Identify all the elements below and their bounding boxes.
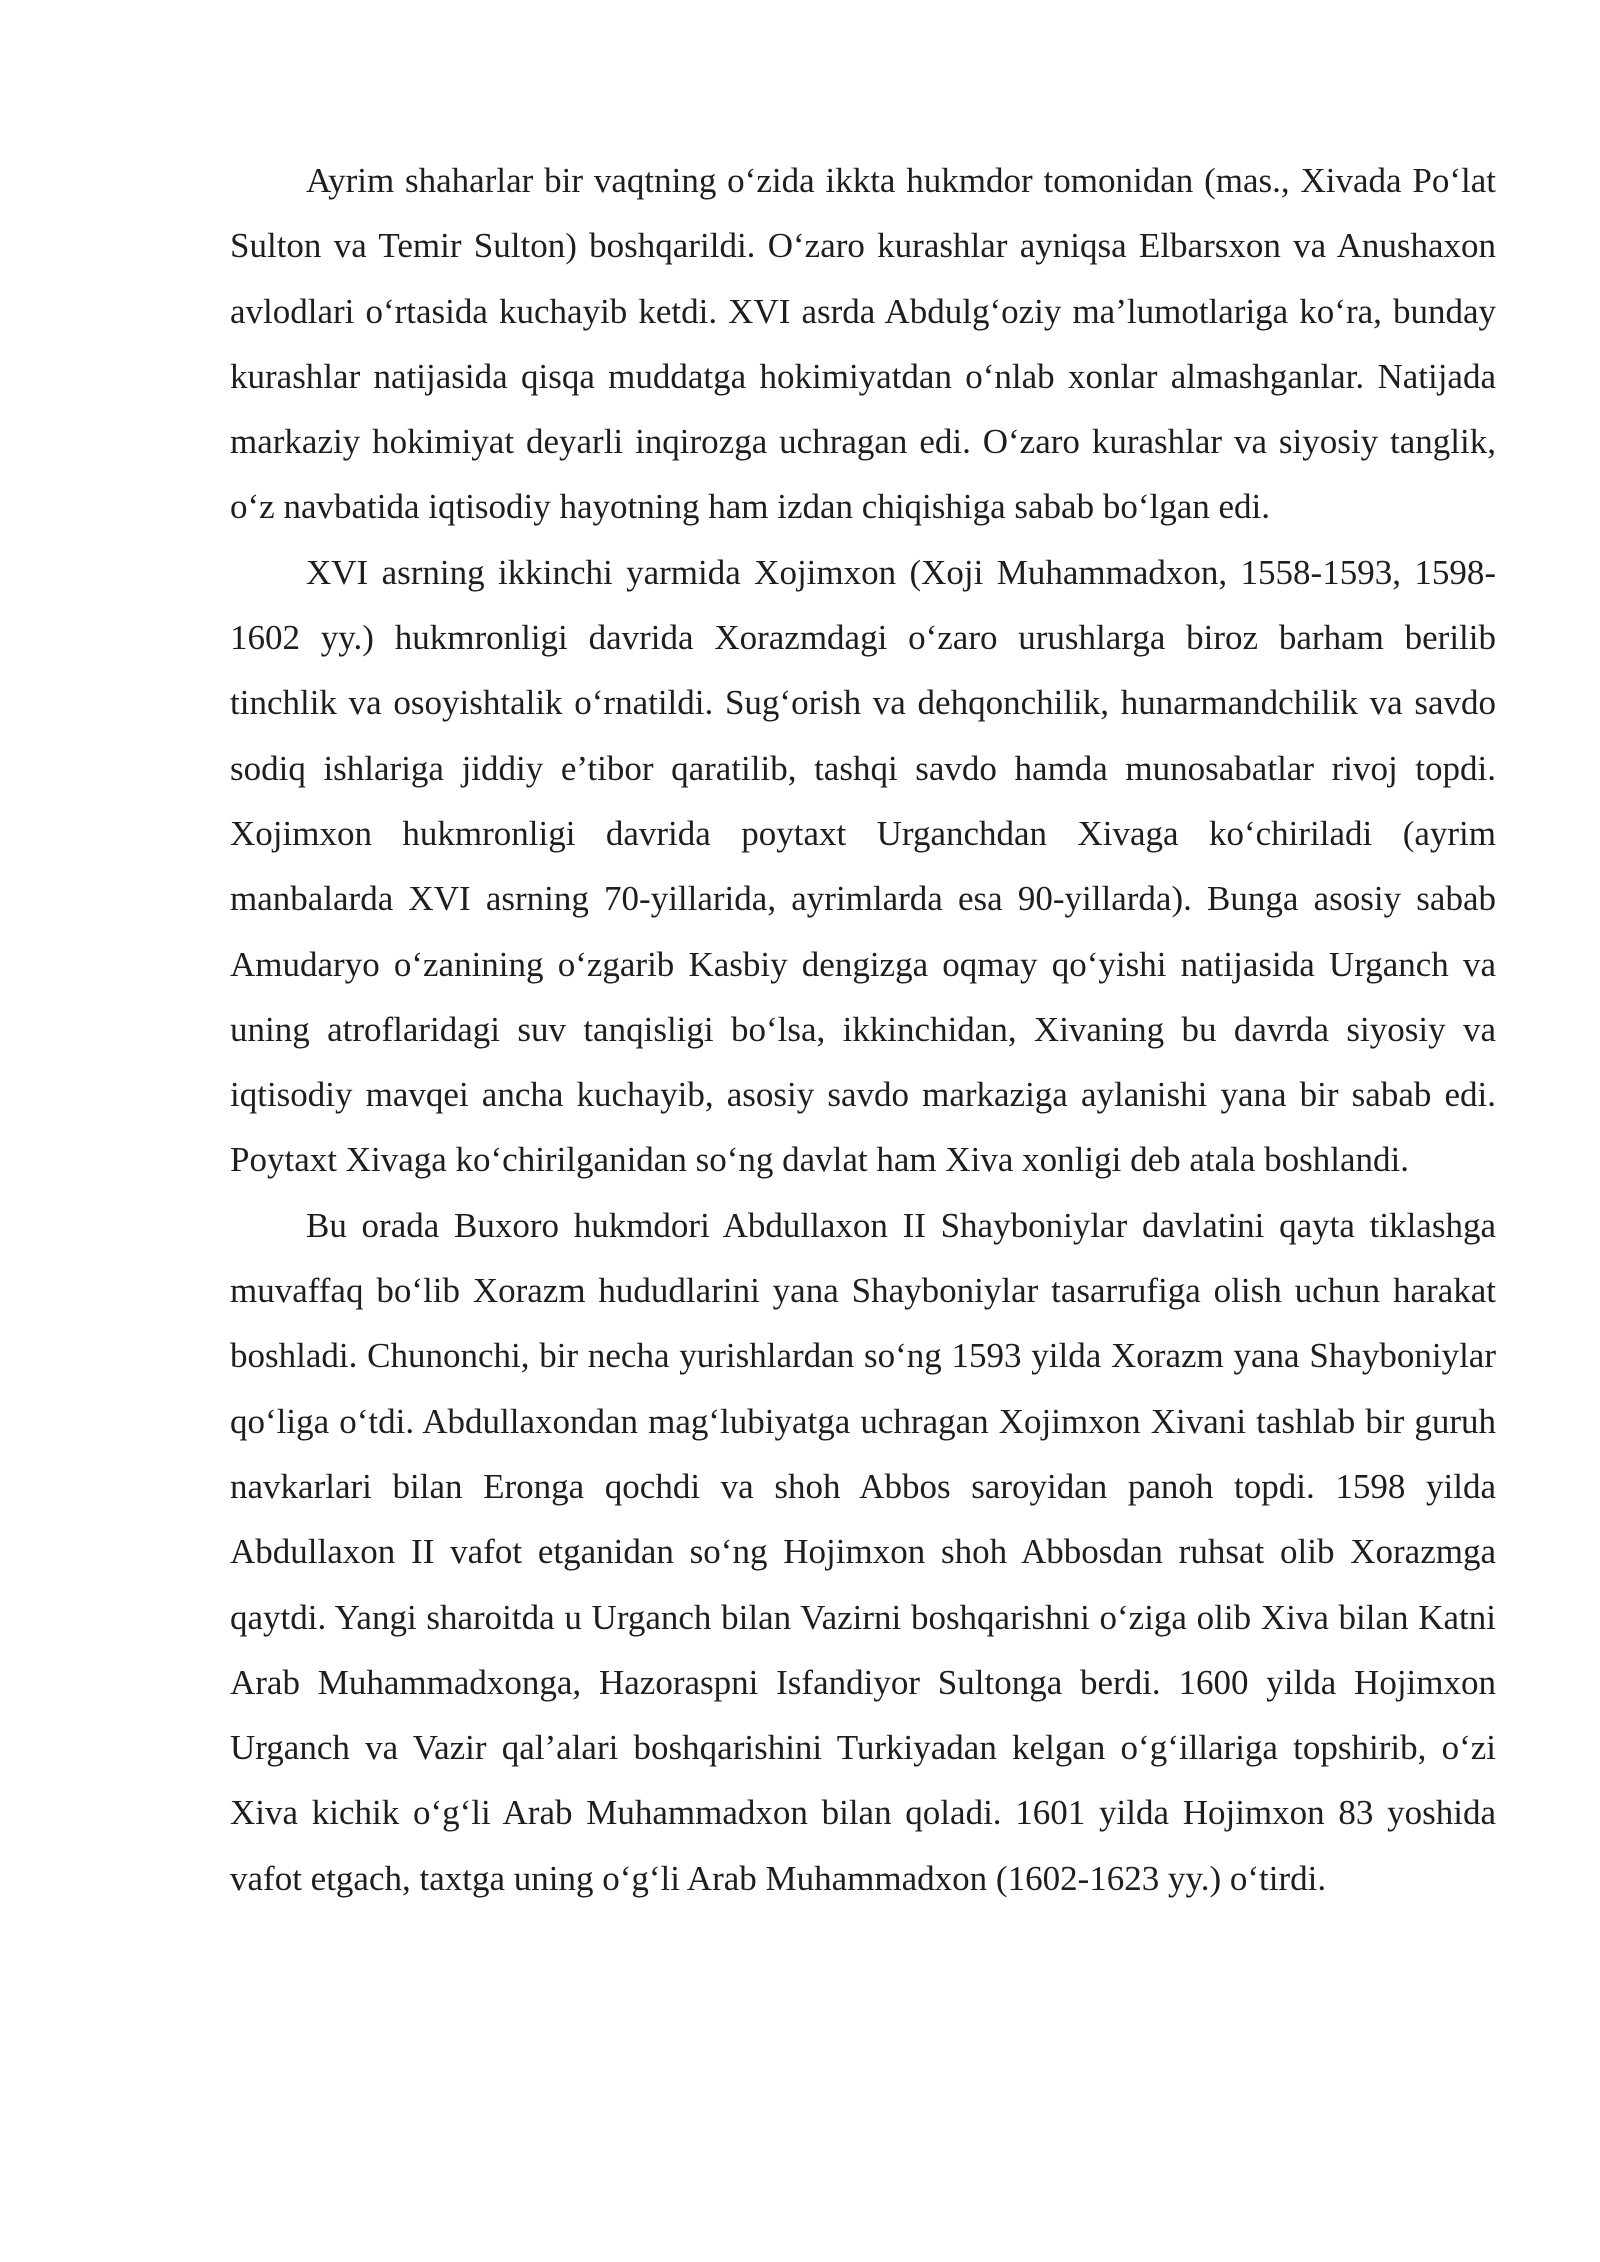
- paragraph-2: XVI asrning ikkinchi yarmida Xojimxon (Xoji Muhammadxon, 1558-1593, 1598-1602 yy.) hukmronligi davrida Xorazmdagi o‘zaro urushlarga biroz barham berilib tinchlik va osoyishtalik o‘rnatildi. Sug‘orish va dehqonchilik, hunarmandchilik va savdo sodiq ishlariga jiddiy e’tibor qaratilib, tashqi savdo hamda munosabatlar rivoj topdi. Xojimxon hukmronligi davrida poytaxt Urganchdan Xivaga ko‘chiriladi (ayrim manbalarda XVI asrning 70-yillarida, ayrimlarda esa 90-yillarda). Bunga asosiy sabab Amudaryo o‘zanining o‘zgarib Kasbiy dengizga oqmay qo‘yishi natijasida Urganch va uning atroflaridagi suv tanqisligi bo‘lsa, ikkinchidan, Xivaning bu davrda siyosiy va iqtisodiy mavqei ancha kuchayib, asosiy savdo markaziga aylanishi yana bir sabab edi. Poytaxt Xivaga ko‘chirilganidan so‘ng davlat ham Xiva xonligi deb atala boshlandi.: [230, 552, 1496, 1180]
- paragraph-3: Bu orada Buxoro hukmdori Abdullaxon II Shayboniylar davlatini qayta tiklashga muvaffaq bo‘lib Xorazm hududlarini yana Shayboniylar tasarrufiga olish uchun harakat boshladi. Chunonchi, bir necha yurishlardan so‘ng 1593 yilda Xorazm yana Shayboniylar qo‘liga o‘tdi. Abdullaxondan mag‘lubiyatga uchragan Xojimxon Xivani tashlab bir guruh navkarlari bilan Eronga qochdi va shoh Abbos saroyidan panoh topdi. 1598 yilda Abdullaxon II vafot etganidan so‘ng Hojimxon shoh Abbosdan ruhsat olib Xorazmga qaytdi. Yangi sharoitda u Urganch bilan Vazirni boshqarishni o‘ziga olib Xiva bilan Katni Arab Muhammadxonga, Hazoraspni Isfandiyor Sultonga berdi. 1600 yilda Hojimxon Urganch va Vazir qal’alari boshqarishini Turkiyadan kelgan o‘g‘illariga topshirib, o‘zi Xiva kichik o‘g‘li Arab Muhammadxon bilan qoladi. 1601 yilda Hojimxon 83 yoshida vafot etgach, taxtga uning o‘g‘li Arab Muhammadxon (1602-1623 yy.) o‘tirdi.: [230, 1205, 1496, 1898]
- paragraph-1: Ayrim shaharlar bir vaqtning o‘zida ikkta hukmdor tomonidan (mas., Xivada Po‘lat Sulton va Temir Sulton) boshqarildi. O‘zaro kurashlar ayniqsa Elbarsxon va Anushaxon avlodlari o‘rtasida kuchayib ketdi. XVI asrda Abdulg‘oziy ma’lumotlariga ko‘ra, bunday kurashlar natijasida qisqa muddatga hokimiyatdan o‘nlab xonlar almashganlar. Natijada markaziy hokimiyat deyarli inqirozga uchragan edi. O‘zaro kurashlar va siyosiy tanglik, o‘z navbatida iqtisodiy hayotning ham izdan chiqishiga sabab bo‘lgan edi.: [230, 161, 1496, 527]
- document-page: [230, 148, 1496, 1911]
